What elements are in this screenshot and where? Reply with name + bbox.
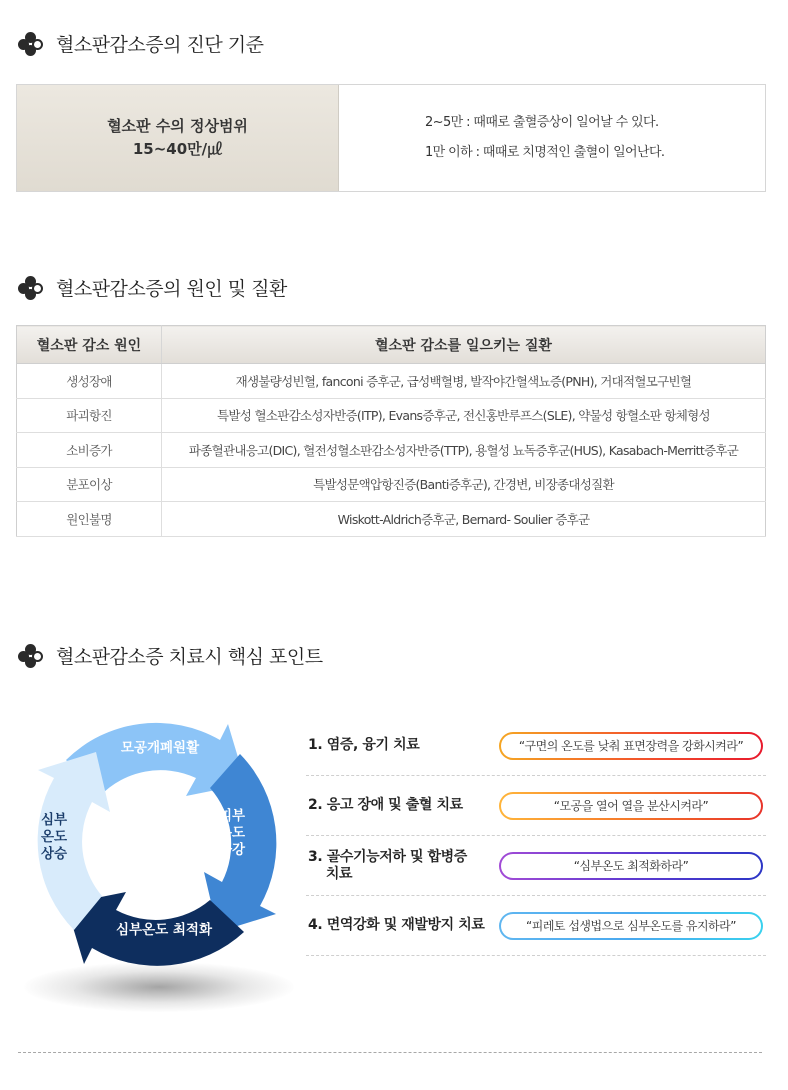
cause-cell: 분포이상 bbox=[17, 467, 162, 502]
section-title-text: 혈소판감소증의 진단 기준 bbox=[56, 34, 264, 56]
risk-line-2: 1만 이하 : 때때로 치명적인 출혈이 일어난다. bbox=[425, 145, 665, 160]
quote-text: “심부온도 최적화하라” bbox=[501, 854, 761, 878]
point-label: 1. 염증, 융기 치료 bbox=[308, 737, 420, 753]
section-title-text: 혈소판감소증의 원인 및 질환 bbox=[56, 278, 287, 300]
cause-cell: 소비증가 bbox=[17, 433, 162, 468]
quote-pill bbox=[499, 732, 763, 760]
risk-line-1: 2~5만 : 때때로 출혈증상이 일어날 수 있다. bbox=[425, 115, 659, 130]
table-header-row bbox=[17, 326, 766, 364]
quote-text: “피레토 섭생법으로 심부온도를 유지하라” bbox=[501, 914, 761, 938]
clover-icon bbox=[18, 644, 44, 668]
table-row bbox=[17, 467, 766, 502]
point-label: 4. 면역강화 및 재발방지 치료 bbox=[308, 917, 485, 933]
clover-icon bbox=[18, 32, 44, 56]
cause-cell: 파괴항진 bbox=[17, 398, 162, 433]
clover-icon bbox=[18, 276, 44, 300]
cycle-label-bottom: 심부온도 최적화 bbox=[116, 922, 212, 938]
section-causes-title bbox=[18, 274, 287, 301]
quote-text: “구면의 온도를 낮춰 표면장력을 강화시켜라” bbox=[501, 734, 761, 758]
table-row bbox=[17, 433, 766, 468]
causes-table bbox=[16, 325, 766, 537]
cycle-label-right: 피부 온도 하강 bbox=[218, 808, 246, 858]
table-row bbox=[17, 502, 766, 537]
point-label: 2. 응고 장애 및 출혈 치료 bbox=[308, 797, 463, 813]
treatment-points-list bbox=[306, 716, 766, 956]
quote-text: “모공을 열어 열을 분산시켜라” bbox=[501, 794, 761, 818]
normal-range-label: 혈소판 수의 정상범위 bbox=[107, 117, 248, 135]
table-row bbox=[17, 364, 766, 399]
cycle-label-top: 모공개폐원활 bbox=[120, 740, 200, 756]
list-item bbox=[306, 896, 766, 956]
cause-cell: 원인불명 bbox=[17, 502, 162, 537]
disease-cell: 특발성문액압항진증(Banti증후군), 간경변, 비장종대성질환 bbox=[162, 467, 766, 502]
treatment-cycle-diagram bbox=[14, 700, 304, 1020]
disease-cell: Wiskott-Aldrich증후군, Bernard- Soulier 증후군 bbox=[162, 502, 766, 537]
table-row bbox=[17, 398, 766, 433]
normal-range-value: 15~40만/㎕ bbox=[132, 140, 223, 158]
disease-cell: 특발성 혈소판감소성자반증(ITP), Evans증후군, 전신홍반루프스(SLE), 약물성 항혈소판 항체형성 bbox=[162, 398, 766, 433]
cause-cell: 생성장애 bbox=[17, 364, 162, 399]
column-header-disease: 혈소판 감소를 일으키는 질환 bbox=[162, 326, 766, 364]
normal-range-panel bbox=[17, 85, 339, 191]
diagnosis-criteria-box bbox=[16, 84, 766, 192]
section-diagnosis-title bbox=[18, 30, 263, 57]
column-header-cause: 혈소판 감소 원인 bbox=[17, 326, 162, 364]
section-title-text: 혈소판감소증 치료시 핵심 포인트 bbox=[56, 646, 323, 668]
quote-pill bbox=[499, 852, 763, 880]
disease-cell: 재생불량성빈혈, fanconi 증후군, 급성백혈병, 발작야간혈색뇨증(PNH), 거대적혈모구빈혈 bbox=[162, 364, 766, 399]
quote-pill bbox=[499, 792, 763, 820]
list-item bbox=[306, 716, 766, 776]
point-label: 3. 골수기능저하 및 합병증 치료 bbox=[308, 848, 467, 882]
cycle-label-left: 심부 온도 상승 bbox=[40, 812, 68, 862]
list-item bbox=[306, 836, 766, 896]
quote-pill bbox=[499, 912, 763, 940]
bleeding-risk-panel bbox=[339, 85, 765, 191]
disease-cell: 파종혈관내응고(DIC), 혈전성혈소판감소성자반증(TTP), 용혈성 뇨독증후군(HUS), Kasabach-Merritt증후군 bbox=[162, 433, 766, 468]
bottom-divider bbox=[18, 1052, 762, 1053]
list-item bbox=[306, 776, 766, 836]
section-treatment-title bbox=[18, 642, 323, 669]
